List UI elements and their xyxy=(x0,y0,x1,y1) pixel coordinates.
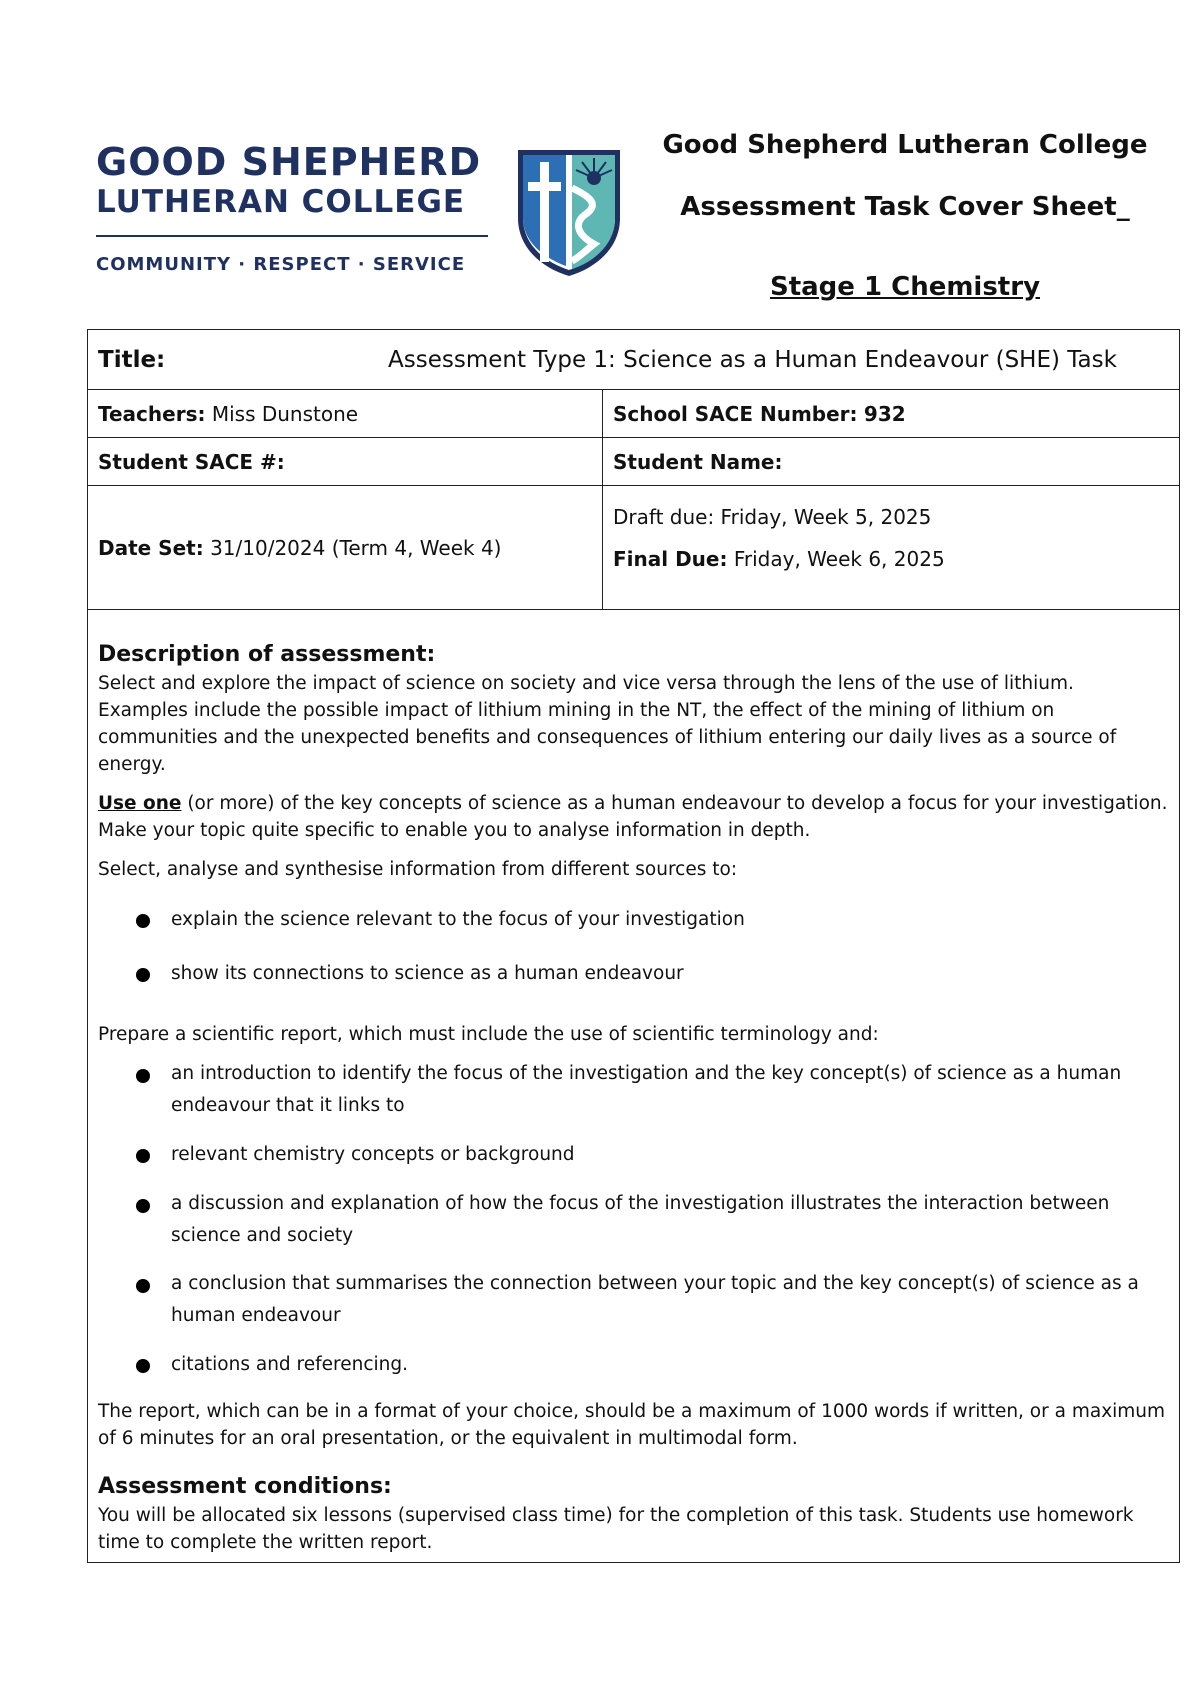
list-item: show its connections to science as a human endeavour xyxy=(98,957,1169,991)
logo-line-1: GOOD SHEPHERD xyxy=(96,140,482,184)
student-sace-cell xyxy=(88,438,603,485)
teachers-label: Teachers: xyxy=(98,401,206,426)
logo-divider xyxy=(96,235,488,237)
conditions-text: You will be allocated six lessons (supervised class time) for the completion of this task. Students use homework time to complete the written report. xyxy=(98,1505,1134,1553)
description-para-3: Select, analyse and synthesise information from different sources to: xyxy=(98,859,738,880)
description-para-2 xyxy=(98,790,1169,844)
list-item: an introduction to identify the focus of the investigation and the key concept(s) of science as a human endeavour that it links to xyxy=(98,1058,1169,1122)
conditions-heading: Assessment conditions: xyxy=(98,1474,392,1499)
description-para-4: Prepare a scientific report, which must include the use of scientific terminology and: xyxy=(98,1024,879,1045)
teachers-cell xyxy=(88,390,603,437)
description-para-2-rest: (or more) of the key concepts of science as a human endeavour to develop a focus for your investigation. Make your topic quite specific to enable you to analyse information in depth. xyxy=(98,793,1168,841)
school-sace-label: School SACE Number: xyxy=(613,401,858,426)
description-row xyxy=(88,610,1179,1562)
final-due-value: Friday, Week 6, 2025 xyxy=(733,547,945,571)
dates-row xyxy=(88,486,1179,610)
due-dates-cell xyxy=(603,486,1179,609)
description-para-5: The report, which can be in a format of your choice, should be a maximum of 1000 words if written, or a maximum of 6 minutes for an oral presentation, or the equivalent in multimodal form. xyxy=(98,1401,1166,1449)
final-due xyxy=(613,546,1169,572)
description-para-1: Select and explore the impact of science on society and vice versa through the lens of the use of lithium. Examples include the possible impact of lithium mining in the NT, the effect of the mining of lithium on communities and the unexpected benefits and consequences of lithium entering our daily lives as a source of energy. xyxy=(98,673,1117,775)
list-item: a discussion and explanation of how the focus of the investigation illustrates the interaction between science and society xyxy=(98,1188,1169,1252)
subject-title: Stage 1 Chemistry xyxy=(769,272,1041,302)
sources-bullet-list xyxy=(98,903,1169,991)
title-value: Assessment Type 1: Science as a Human Endeavour (SHE) Task xyxy=(388,346,1117,373)
list-item: relevant chemistry concepts or background xyxy=(98,1138,1169,1172)
document-title: Assessment Task Cover Sheet_ xyxy=(680,192,1130,222)
date-set-cell xyxy=(88,486,603,609)
title-label: Title: xyxy=(98,346,166,373)
draft-due-value: Friday, Week 5, 2025 xyxy=(720,505,932,529)
teachers-value: Miss Dunstone xyxy=(211,401,359,426)
draft-due-label: Draft due: xyxy=(613,505,715,529)
date-set-label: Date Set: xyxy=(98,535,204,560)
cover-sheet-table xyxy=(87,329,1180,1563)
student-name-label: Student Name: xyxy=(613,449,783,474)
list-item: a conclusion that summarises the connection between your topic and the key concept(s) of science as a human endeavour xyxy=(98,1268,1169,1332)
student-row xyxy=(88,438,1179,486)
college-name: Good Shepherd Lutheran College xyxy=(662,130,1148,160)
final-due-label: Final Due: xyxy=(613,547,728,571)
description-heading: Description of assessment: xyxy=(98,642,436,667)
list-item: explain the science relevant to the focus of your investigation xyxy=(98,903,1169,937)
logo-line-2: LUTHERAN COLLEGE xyxy=(96,184,466,220)
description-section xyxy=(88,610,1179,1562)
student-sace-label: Student SACE #: xyxy=(98,449,285,474)
report-bullet-list xyxy=(98,1058,1169,1382)
school-sace-cell xyxy=(603,390,1179,437)
date-set-value: 31/10/2024 (Term 4, Week 4) xyxy=(210,535,502,560)
document-header xyxy=(650,128,1160,304)
shield-cross-river-icon xyxy=(514,148,624,278)
logo-tagline: COMMUNITY · RESPECT · SERVICE xyxy=(96,254,466,275)
teachers-row xyxy=(88,390,1179,438)
school-sace-value: 932 xyxy=(863,401,906,426)
list-item: citations and referencing. xyxy=(98,1348,1169,1382)
student-name-cell xyxy=(603,438,1179,485)
draft-due xyxy=(613,504,1169,530)
use-one-emphasis: Use one xyxy=(98,793,182,814)
title-row xyxy=(88,330,1179,390)
